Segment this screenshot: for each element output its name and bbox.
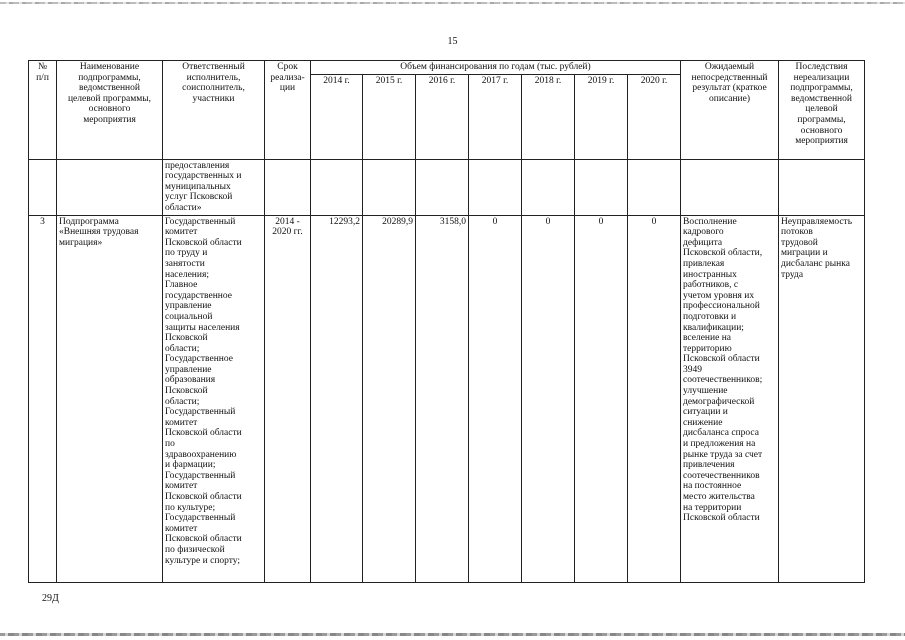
cell-2019: 0 [575,215,628,582]
table-row-3 [29,215,865,582]
header-year-2020: 2020 г. [628,74,681,159]
footer-code: 29Д [42,593,59,604]
cell-2020 [628,159,681,215]
cell-2018 [522,159,575,215]
cell-2016: 3158,0 [416,215,469,582]
cell-num [29,159,57,215]
cell-expected-result [681,159,779,215]
header-year-2019: 2019 г. [575,74,628,159]
cell-executor: предоставления государственных и муниципальных услуг Псковской области» [163,159,265,215]
header-name: Наименование подпрограммы, ведомственной целевой программы, основного мероприятия [57,61,163,160]
cell-term [265,159,311,215]
cell-consequences: Неуправляемость потоков трудовой миграции и дисбаланс рынка труда [779,215,865,582]
cell-2016 [416,159,469,215]
header-consequences: Последствия нереализации подпрограммы, ведомственной целевой программы, основного мероприятия [779,61,865,160]
cell-executor: Государственный комитет Псковской области по труду и занятости населения; Главное государственное управление социальной защиты населения Псковской области; Государственное управление образования Псковской области; Государственный комитет Псковской области по здравоохранению и фармации; Государственный комитет Псковской области по культуре; Государственный комитет Псковской области по физической культуре и спорту; [163,215,265,582]
header-financing: Объем финансирования по годам (тыс. рублей) [311,61,681,75]
cell-consequences [779,159,865,215]
scan-edge-bottom [0,633,905,636]
header-num: № п/п [29,61,57,160]
financing-table [28,60,865,583]
cell-term: 2014 - 2020 гг. [265,215,311,582]
scan-edge-top [0,2,905,4]
page-number: 15 [447,36,458,47]
header-expected-result: Ожидаемый непосредственный результат (краткое описание) [681,61,779,160]
cell-name: Подпрограмма «Внешняя трудовая миграция» [57,215,163,582]
cell-2020: 0 [628,215,681,582]
cell-2014 [311,159,363,215]
header-year-2016: 2016 г. [416,74,469,159]
header-year-2017: 2017 г. [469,74,522,159]
header-year-2015: 2015 г. [363,74,416,159]
cell-num: 3 [29,215,57,582]
cell-name [57,159,163,215]
cell-2015 [363,159,416,215]
header-year-2018: 2018 г. [522,74,575,159]
cell-2015: 20289,9 [363,215,416,582]
cell-expected-result: Восполнение кадрового дефицита Псковской области, привлекая иностранных работников, с учетом уровня их профессиональной подготовки и квалификации; вселение на территорию Псковской области 3949 соотечественников; улучшение демографической ситуации и снижение дисбаланса спроса и предложения на рынке труда за счет привлечения соотечественников на постоянное место жительства на территории Псковской области [681,215,779,582]
cell-2017 [469,159,522,215]
cell-2019 [575,159,628,215]
header-executor: Ответственный исполнитель, соисполнитель, участники [163,61,265,160]
header-year-2014: 2014 г. [311,74,363,159]
cell-2017: 0 [469,215,522,582]
table-row-continuation [29,159,865,215]
cell-2014: 12293,2 [311,215,363,582]
header-term: Срок реализа- ции [265,61,311,160]
cell-2018: 0 [522,215,575,582]
